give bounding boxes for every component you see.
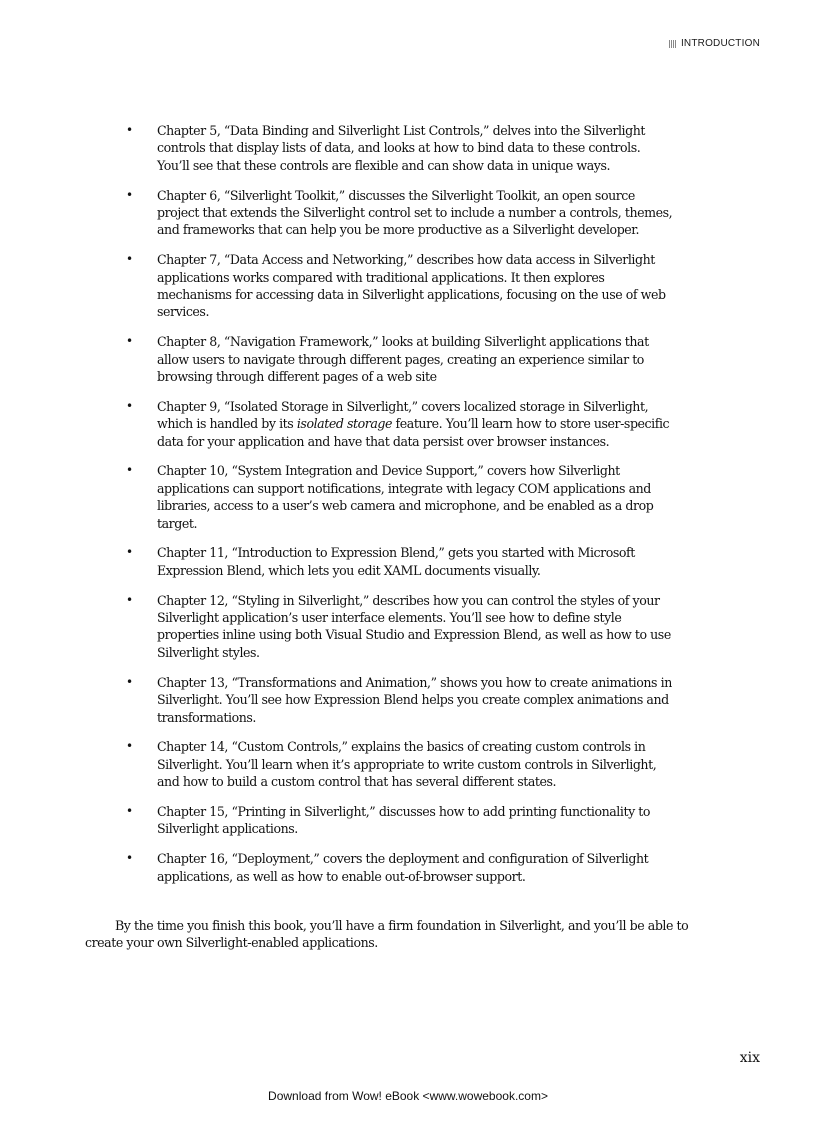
chapter-summary: Chapter 8, “Navigation Framework,” looks at building Silverlight applications that allow users to navigate through different pages, creating an experience similar to browsing through different pages of a web site bbox=[157, 334, 649, 385]
bullet-icon: • bbox=[126, 334, 133, 349]
closing-paragraph: By the time you finish this book, you’ll have a firm foundation in Silverlight, and you’ll be able to create your own Silverlight-enabled applications. bbox=[85, 918, 689, 951]
chapter-list bbox=[126, 122, 674, 897]
running-header bbox=[669, 38, 760, 49]
bullet-icon: • bbox=[126, 123, 133, 137]
bullet-icon: • bbox=[126, 463, 133, 478]
chapter-summary: Chapter 10, “System Integration and Device Support,” covers how Silverlight applications can support notifications, integrate with legacy COM applications and libraries, access to a user’s web camera and microphone, and be enabled as a drop target. bbox=[157, 463, 654, 531]
chapter-summary: Chapter 12, “Styling in Silverlight,” describes how you can control the styles of your Silverlight application’s user interface elements. You’ll see how to define style properties inline using both Visual Studio and Expression Blend, as well as how to use Silverlight styles. bbox=[157, 592, 671, 660]
bullet-icon: • bbox=[126, 187, 133, 202]
chapter-summary: Chapter 15, “Printing in Silverlight,” discusses how to add printing functionality to Silverlight applications. bbox=[157, 803, 651, 837]
list-item bbox=[126, 803, 674, 838]
chapter-summary: Chapter 13, “Transformations and Animation,” shows you how to create animations in Silverlight. You’ll see how Expression Blend helps you create complex animations and transformations. bbox=[157, 674, 672, 725]
list-item bbox=[126, 122, 674, 174]
download-footer: Download from Wow! eBook <www.wowebook.com> bbox=[268, 1089, 548, 1103]
header-marker-icon bbox=[669, 40, 677, 48]
bullet-icon: • bbox=[126, 545, 133, 560]
list-item bbox=[126, 592, 674, 662]
chapter-summary: Chapter 16, “Deployment,” covers the deployment and configuration of Silverlight applications, as well as how to enable out-of-browser support. bbox=[157, 851, 649, 884]
list-item bbox=[126, 544, 674, 579]
chapter-summary: Chapter 6, “Silverlight Toolkit,” discusses the Silverlight Toolkit, an open source project that extends the Silverlight control set to include a number a controls, themes, and frameworks that can help you be more productive as a Silverlight developer. bbox=[157, 187, 673, 238]
chapter-summary: Chapter 14, “Custom Controls,” explains the basics of creating custom controls in Silverlight. You’ll learn when it’s appropriate to write custom controls in Silverlight, and how to build a custom control that has several different states. bbox=[157, 739, 657, 790]
chapter-summary bbox=[157, 399, 669, 449]
chapter-summary-text-after: feature. You’ll learn how to store user-specific data for your application and have that data persist over browser instances. bbox=[157, 416, 670, 449]
emphasized-term: isolated storage bbox=[296, 416, 392, 432]
list-item bbox=[126, 187, 674, 239]
page-number: xix bbox=[739, 1050, 760, 1066]
bullet-icon: • bbox=[126, 851, 133, 866]
bullet-icon: • bbox=[126, 803, 133, 818]
chapter-summary: Chapter 5, “Data Binding and Silverlight List Controls,” delves into the Silverlight controls that display lists of data, and looks at how to bind data to these controls. You’ll see that these controls are flexible and can show data in unique ways. bbox=[157, 123, 645, 173]
bullet-icon: • bbox=[126, 674, 133, 689]
list-item bbox=[126, 674, 674, 726]
list-item bbox=[126, 850, 674, 885]
bullet-icon: • bbox=[126, 252, 133, 267]
chapter-summary: Chapter 7, “Data Access and Networking,” describes how data access in Silverlight applications works compared with traditional applications. It then explores mechanisms for accessing data in Silverlight applications, focusing on the use of web services. bbox=[157, 252, 666, 320]
bullet-icon: • bbox=[126, 739, 133, 754]
bullet-icon: • bbox=[126, 592, 133, 607]
list-item bbox=[126, 251, 674, 321]
header-section-title: INTRODUCTION bbox=[680, 38, 760, 49]
bullet-icon: • bbox=[126, 398, 133, 413]
list-item bbox=[126, 462, 674, 532]
chapter-summary: Chapter 11, “Introduction to Expression Blend,” gets you started with Microsoft Expression Blend, which lets you edit XAML documents visually. bbox=[157, 545, 635, 578]
list-item bbox=[126, 333, 674, 385]
list-item bbox=[126, 738, 674, 790]
chapter-summary-text-before: Chapter 9, “Isolated Storage in Silverlight,” covers localized storage in Silverlight, which is handled by its bbox=[157, 398, 649, 432]
list-item bbox=[126, 398, 674, 450]
